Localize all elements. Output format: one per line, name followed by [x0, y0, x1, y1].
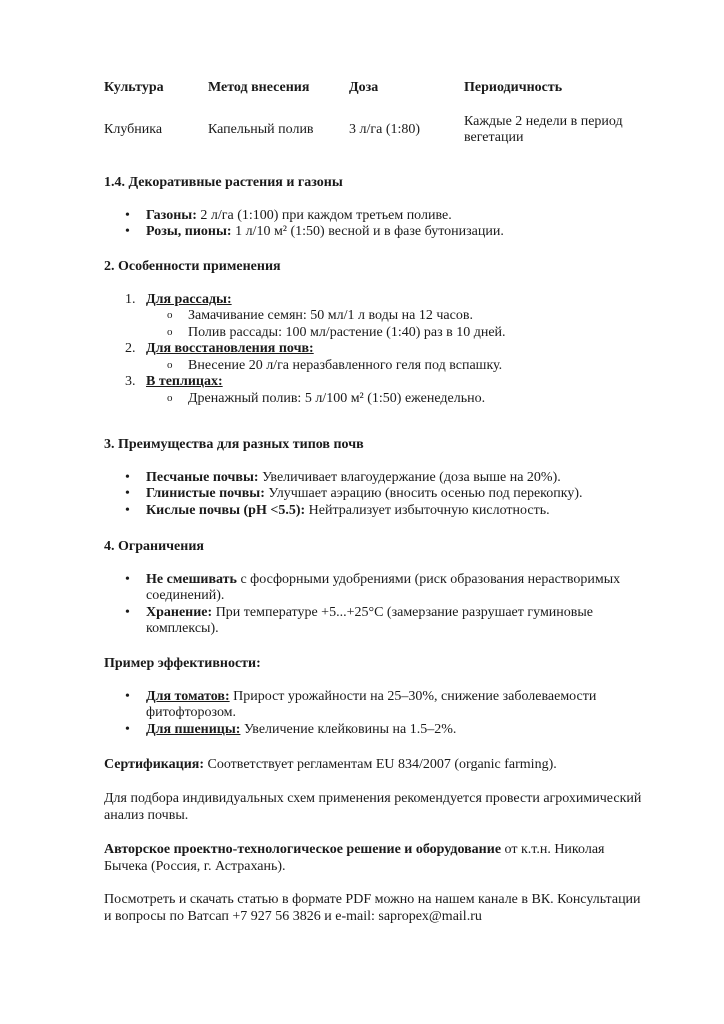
list-item: [104, 605, 644, 638]
sub-list: [146, 358, 644, 375]
item-label: Для рассады:: [146, 291, 232, 307]
list-item: [104, 689, 644, 722]
list-item: [104, 486, 644, 503]
bullet-list: [104, 689, 644, 739]
item-label: Хранение:: [146, 604, 213, 620]
efficiency-example: [104, 656, 644, 738]
section-title: 4. Ограничения: [104, 539, 204, 554]
item-label: Кислые почвы (pH <5.5):: [146, 502, 306, 518]
item-label: Газоны:: [146, 207, 197, 223]
section-4: [104, 539, 644, 638]
sub-list-item: o Замачивание семян: 50 мл/1 л воды на 12 часов.: [104, 308, 644, 325]
list-item: [104, 722, 644, 739]
item-text: Нейтрализует избыточную кислотность.: [305, 502, 550, 518]
section-title: 1.4. Декоративные растения и газоны: [104, 175, 343, 190]
fertilizer-table: [104, 78, 644, 148]
item-label: Розы, пионы:: [146, 224, 232, 239]
list-item: [104, 470, 644, 487]
item-text: Увеличивает влагоудержание (доза выше на 20%).: [258, 469, 561, 485]
cert-text: Соответствует регламентам EU 834/2007 (organic farming).: [204, 757, 557, 772]
section-title: Пример эффективности:: [104, 656, 261, 671]
item-label: В теплицах:: [146, 374, 223, 389]
certification-paragraph: [104, 757, 644, 774]
bullet-list: [104, 470, 644, 520]
author-text: от к.т.н. Николая Бычека (Россия, г. Астрахань).: [104, 842, 605, 874]
bullet-list: [104, 572, 644, 638]
list-item: [104, 503, 644, 520]
item-number: 3.: [125, 374, 136, 389]
table-header-row: [104, 78, 644, 98]
table-header-cell: Периодичность: [464, 79, 563, 95]
bullet-list: [104, 208, 644, 241]
section-title: 2. Особенности применения: [104, 259, 281, 274]
sub-list-item: o Внесение 20 л/га неразбавленного геля под вспашку.: [104, 358, 644, 375]
table-cell: Каждые 2 недели в период вегетации: [464, 113, 623, 145]
table-header-cell: Культура: [104, 79, 164, 95]
sub-list: [146, 308, 644, 341]
sub-list-item: o Полив рассады: 100 мл/растение (1:40) раз в 10 дней.: [104, 325, 644, 342]
section-title: 3. Преимущества для разных типов почв: [104, 437, 364, 452]
item-text: Прирост урожайности на 25–30%, снижение заболеваемости фитофторозом.: [146, 688, 597, 720]
table-cell: Клубника: [104, 121, 163, 137]
author-label: Авторское проектно-технологическое решение и оборудование: [104, 842, 502, 857]
table-cell: 3 л/га (1:80): [349, 121, 421, 137]
table-header-cell: Метод внесения: [208, 79, 310, 95]
item-label: Для пшеницы:: [146, 721, 241, 737]
list-item: [104, 292, 644, 342]
list-item: [104, 341, 644, 374]
item-number: 2.: [125, 341, 136, 356]
item-label: Песчаные почвы:: [146, 469, 259, 485]
item-text: При температуре +5...+25°C (замерзание разрушает гуминовые комплексы).: [146, 604, 594, 636]
author-paragraph: [104, 842, 644, 875]
item-label: Для томатов:: [146, 688, 230, 704]
item-number: 1.: [125, 291, 136, 307]
item-text: с фосфорными удобрениями (риск образования нерастворимых соединений).: [146, 571, 621, 603]
table-cell: Капельный полив: [208, 121, 314, 137]
list-item: [104, 224, 644, 241]
item-text: 1 л/10 м² (1:50) весной и в фазе бутонизации.: [231, 224, 504, 239]
advice-paragraph: Для подбора индивидуальных схем применения рекомендуется провести агрохимический анализ почвы.: [104, 791, 642, 823]
contacts-paragraph: Посмотреть и скачать статью в формате PDF можно на нашем канале в ВК. Консультации и вопросы по Ватсап +7 927 56 3826 и e-mail: sapropex@mail.ru: [104, 892, 641, 924]
section-3: [104, 437, 644, 519]
item-label: Для восстановления почв:: [146, 341, 314, 356]
list-item: [104, 208, 644, 225]
table-header-cell: Доза: [349, 79, 379, 95]
item-text: Увеличение клейковины на 1.5–2%.: [240, 721, 457, 737]
sub-list: [146, 391, 644, 408]
item-text: Улучшает аэрацию (вносить осенью под перекопку).: [264, 486, 583, 501]
table-row: [104, 112, 644, 148]
numbered-list: [104, 292, 644, 408]
list-item: [104, 374, 644, 407]
cert-label: Сертификация:: [104, 757, 205, 772]
list-item: [104, 572, 644, 605]
section-2: [104, 259, 644, 407]
item-text: 2 л/га (1:100) при каждом третьем поливе.: [196, 207, 452, 223]
section-1-4: [104, 175, 644, 241]
sub-list-item: o Дренажный полив: 5 л/100 м² (1:50) еженедельно.: [104, 391, 644, 408]
item-label: Не смешивать: [146, 571, 237, 587]
item-label: Глинистые почвы:: [146, 486, 265, 501]
